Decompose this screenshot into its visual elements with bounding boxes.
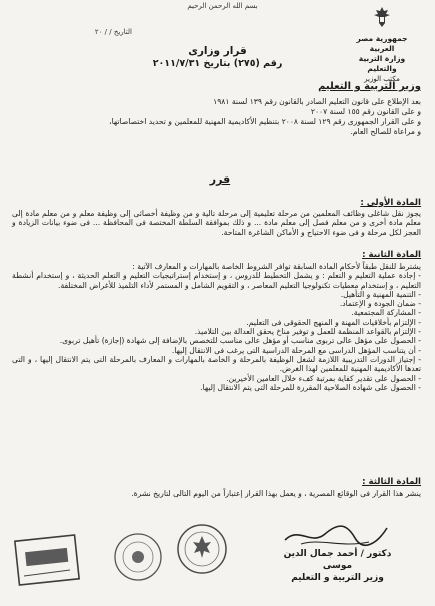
list-item: - الإلتزام بأخلاقيات المهنة و المنهج الحقوقى فى التعليم. <box>12 318 421 327</box>
basmala: بسم الله الرحمن الرحيم <box>187 2 258 10</box>
decree-number: رقم (٢٧٥) بتاريخ ٢٠١١/٧/٣١ <box>152 58 283 69</box>
republic-name: جمهورية مصر العربية <box>356 34 408 53</box>
eagle-emblem-icon <box>372 6 392 28</box>
minister-heading: وزير التربية و التعليم <box>318 81 421 92</box>
rubber-stamp-icon <box>14 532 80 592</box>
list-item: - إجادة عملية التعليم و التعلم : و يشمل التخطيط للدروس ، و إستخدام إستراتيجيات التعليم و التعلم الحديثة ، و إستخدام أنشطة التعليم ، و إستخدام معطيات تكنولوجيا التعليم المعاصر ، و التقويم الشامل و المستمر لأداء التلميذ للأغراض المختلفة. <box>12 271 421 290</box>
official-seal-icon <box>175 522 229 576</box>
date-line: التاريخ / / ٢٠ <box>94 28 132 36</box>
article2-intro: يشترط للنقل طبقاً لأحكام المادة السابقة توافر الشروط الخاصة بالمهارات و المعارف الآتية : <box>132 262 421 271</box>
article1-text: يجوز نقل شاغلى وظائف المعلمين من مرحلة تعليمية إلى مرحلة تالية و من وظيفة أخصائى إلى وظيفة معلم و من معلم مادة إلى معلم مادة أخرى و من معلم فصل إلى معلم مادة ... و ذلك بموافقة السلطة المختصة فى المحافظة ... فى ضوء بيانات الزيادة و العجز لكل مرحلة و فى ضوء الاحتياج و الأماكن الشاغرة المتاحة. <box>12 209 421 237</box>
signature-scribble-icon <box>281 520 391 550</box>
list-item: - التنمية المهنية و التأهيل. <box>12 290 421 299</box>
list-item: - المشاركة المجتمعية. <box>12 308 421 317</box>
list-item: - الإلتزام بالقواعد المنظمة للعمل و توفير مناخ يحقق العدالة بين التلاميذ. <box>12 327 421 336</box>
preamble-line: بعد الإطلاع على قانون التعليم الصادر بالقانون رقم ١٣٩ لسنة ١٩٨١ <box>213 97 421 106</box>
preamble <box>12 97 421 137</box>
signatory-title: وزير التربية و التعليم <box>291 573 384 583</box>
article3-heading: المادة الثالثة : <box>362 477 421 487</box>
official-seal-icon <box>111 530 165 584</box>
signature-block <box>270 548 405 584</box>
list-item: - الحصول على مؤهل عالى تربوى مناسب أو مؤهل عالى مناسب للتخصص بالإضافة إلى شهادة (إجازة) تأهيل تربوى. <box>12 336 421 345</box>
preamble-line: و على القانون رقم ١٥٥ لسنة ٢٠٠٧ <box>310 106 421 116</box>
list-item: - ضمان الجودة و الإعتماد. <box>12 299 421 308</box>
article1-heading: المادة الأولى : <box>360 198 421 208</box>
decides-heading: قرر <box>209 173 231 186</box>
preamble-line: و مراعاة للصالح العام. <box>350 126 421 136</box>
decree-title: قرار وزارى <box>188 45 247 57</box>
office-name: مكتب الوزير <box>364 75 400 83</box>
article2-heading: المادة الثانية : <box>362 250 421 260</box>
list-item: - الحصول على تقدير كفاية بمرتبة كفء خلال العامين الأخيرين. <box>12 374 421 383</box>
list-item: - أن يتناسب المؤهل الدراسى مع المرحلة الدراسية التى يرغب فى الانتقال إليها. <box>12 346 421 355</box>
article2-body <box>12 262 421 392</box>
list-item: - إجتياز الدورات التدريبية اللازمة لشغل الوظيفة بالمرحلة و الخاصة بالمهارات و المعارف بالمرحلة التى يتم الانتقال إليها ، و التى تعدها الأكاديمية المهنية للمعلمين لهذا الغرض. <box>12 355 421 374</box>
preamble-line: و على القرار الجمهورى رقم ١٢٩ لسنة ٢٠٠٨ بتنظيم الأكاديمية المهنية للمعلمين و تحديد اختصاصاتها، <box>109 116 421 126</box>
signatory-name: دكتور / أحمد جمال الدين موسى <box>283 549 392 571</box>
list-item: - الحصول على شهادة الصلاحية المقررة للمرحلة التى يتم الانتقال إليها. <box>12 383 421 392</box>
article3-text: ينشر هذا القرار فى الوقائع المصرية ، و يعمل بهذا القرار إعتباراً من اليوم التالى لتاريخ نشرة. <box>131 489 421 498</box>
ministry-name: وزارة التربية والتعليم <box>358 54 406 73</box>
letterhead <box>343 6 421 84</box>
